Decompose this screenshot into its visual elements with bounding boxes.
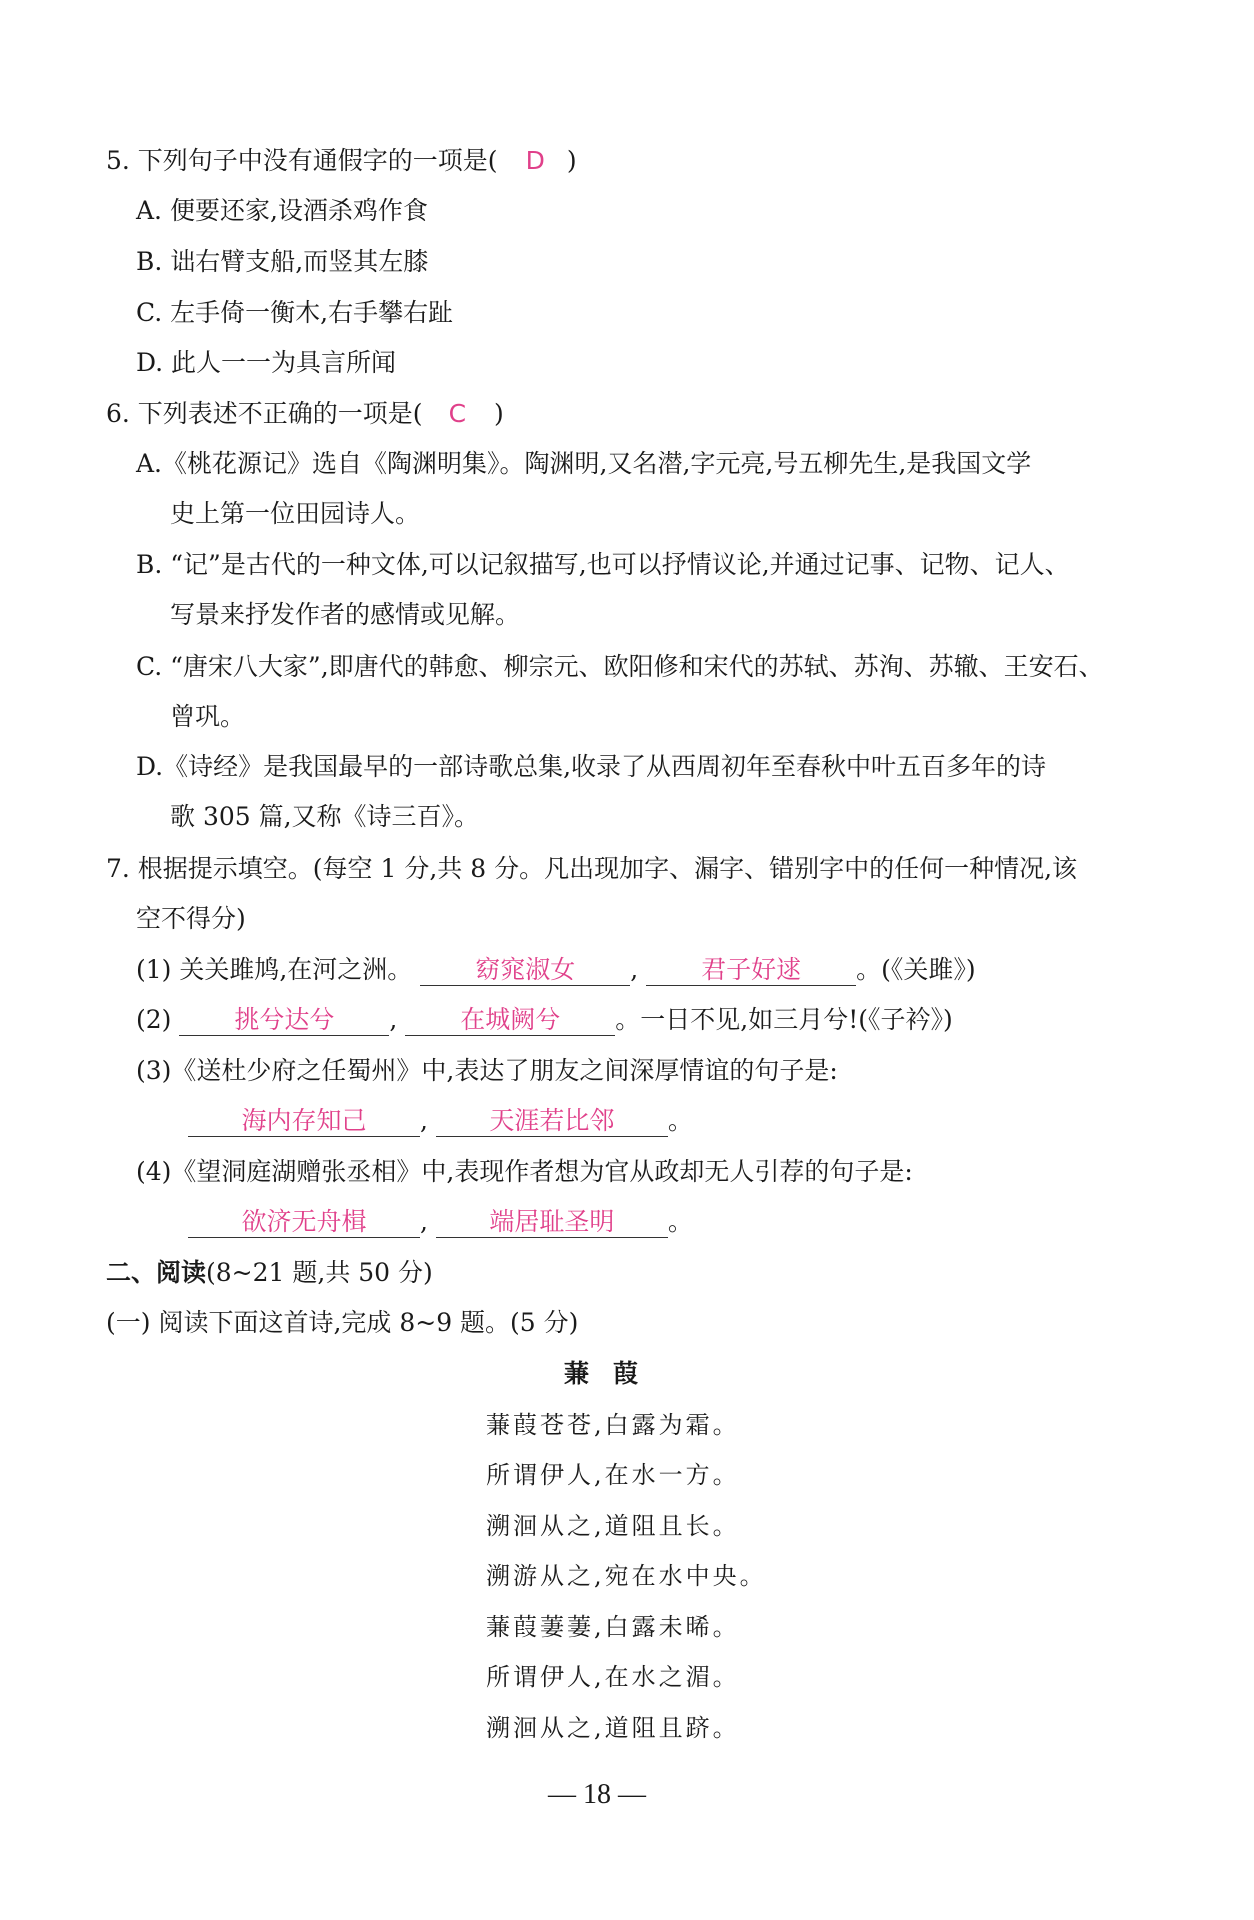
q6-option-b-line1: B. “记”是古代的一种文体,可以记叙描写,也可以抒情议论,并通过记事、记物、记人、 bbox=[136, 550, 1070, 579]
q7-part3-period: 。 bbox=[667, 1106, 693, 1135]
q6-option-a-line2: 史上第一位田园诗人。 bbox=[170, 499, 421, 528]
q7-part3-comma: , bbox=[420, 1106, 428, 1135]
q7-part4-answers bbox=[188, 1205, 693, 1239]
q7-part2 bbox=[136, 1003, 953, 1037]
q5-option-d: D. 此人一一为具言所闻 bbox=[136, 348, 397, 377]
q6-option-b-line2: 写景来抒发作者的感情或见解。 bbox=[170, 600, 521, 629]
q6-stem-close: ) bbox=[494, 399, 504, 428]
q7-stem-line1: 7. 根据提示填空。(每空 1 分,共 8 分。凡出现加字、漏字、错别字中的任何一种情况,该 bbox=[106, 854, 1078, 883]
q7-part4-blank2: 端居耻圣明 bbox=[436, 1207, 668, 1238]
q7-part3-blank2: 天涯若比邻 bbox=[436, 1106, 668, 1137]
q5-answer: D bbox=[525, 146, 545, 175]
q7-part3-text: (3)《送杜少府之任蜀州》中,表达了朋友之间深厚情谊的句子是: bbox=[136, 1056, 838, 1085]
q7-part4-blank1: 欲济无舟楫 bbox=[188, 1207, 420, 1238]
q6-option-c-line1: C. “唐宋八大家”,即唐代的韩愈、柳宗元、欧阳修和宋代的苏轼、苏洵、苏辙、王安石、 bbox=[136, 652, 1104, 681]
q7-part3-answers bbox=[188, 1104, 693, 1138]
section2-heading bbox=[106, 1256, 433, 1290]
q7-part1-blank2: 君子好逑 bbox=[646, 955, 856, 986]
q7-part2-suffix: 。一日不见,如三月兮!(《子衿》) bbox=[615, 1005, 953, 1034]
q7-part1-blank1: 窈窕淑女 bbox=[420, 955, 630, 986]
poem-line-4: 溯游从之,宛在水中央。 bbox=[486, 1562, 767, 1590]
q7-part4-text: (4)《望洞庭湖赠张丞相》中,表现作者想为官从政却无人引荐的句子是: bbox=[136, 1157, 913, 1186]
q6-stem-text: 6. 下列表述不正确的一项是( bbox=[106, 399, 423, 428]
q6-option-d-line1: D.《诗经》是我国最早的一部诗歌总集,收录了从西周初年至春秋中叶五百多年的诗 bbox=[136, 752, 1047, 781]
q7-part2-prefix: (2) bbox=[136, 1005, 172, 1034]
poem-line-6: 所谓伊人,在水之湄。 bbox=[486, 1663, 740, 1691]
page-number: — 18 — bbox=[548, 1779, 646, 1810]
q6-option-a-line1: A.《桃花源记》选自《陶渊明集》。陶渊明,又名潜,字元亮,号五柳先生,是我国文学 bbox=[136, 449, 1032, 478]
q7-stem-line2: 空不得分) bbox=[136, 904, 246, 933]
q5-stem-close: ) bbox=[566, 146, 577, 175]
section2-part1-instruction: (一) 阅读下面这首诗,完成 8~9 题。(5 分) bbox=[106, 1308, 579, 1337]
q6-stem bbox=[106, 397, 504, 431]
q5-stem bbox=[106, 144, 577, 178]
poem-line-5: 蒹葭萋萋,白露未晞。 bbox=[486, 1613, 740, 1641]
poem-line-7: 溯洄从之,道阻且跻。 bbox=[486, 1714, 740, 1742]
q6-option-c-line2: 曾巩。 bbox=[170, 702, 246, 731]
q7-part1-comma: , bbox=[630, 955, 639, 984]
poem-line-2: 所谓伊人,在水一方。 bbox=[486, 1461, 740, 1489]
q5-option-b: B. 诎右臂支船,而竖其左膝 bbox=[136, 247, 429, 276]
poem-title: 蒹葭 bbox=[564, 1359, 663, 1388]
q5-option-a: A. 便要还家,设酒杀鸡作食 bbox=[136, 196, 428, 225]
section2-heading-detail: (8~21 题,共 50 分) bbox=[206, 1258, 433, 1287]
q5-option-c: C. 左手倚一衡木,右手攀右趾 bbox=[136, 298, 454, 327]
q7-part2-blank2: 在城阙兮 bbox=[405, 1005, 615, 1036]
section2-heading-title: 二、阅读 bbox=[106, 1258, 207, 1287]
q6-option-d-line2: 歌 305 篇,又称《诗三百》。 bbox=[170, 802, 480, 831]
q5-stem-text: 5. 下列句子中没有通假字的一项是( bbox=[106, 146, 498, 175]
q7-part2-comma: , bbox=[389, 1005, 398, 1034]
q7-part4-period: 。 bbox=[667, 1207, 693, 1236]
q7-part1 bbox=[136, 953, 976, 987]
q7-part1-prefix: (1) 关关雎鸠,在河之洲。 bbox=[136, 955, 413, 984]
q7-part4-comma: , bbox=[420, 1207, 428, 1236]
q6-answer: C bbox=[448, 399, 467, 428]
poem-line-1: 蒹葭苍苍,白露为霜。 bbox=[486, 1411, 740, 1439]
q7-part3-blank1: 海内存知己 bbox=[188, 1106, 420, 1137]
poem-line-3: 溯洄从之,道阻且长。 bbox=[486, 1512, 740, 1540]
q7-part2-blank1: 挑兮达兮 bbox=[179, 1005, 389, 1036]
q7-part1-suffix: 。(《关雎》) bbox=[856, 955, 976, 984]
